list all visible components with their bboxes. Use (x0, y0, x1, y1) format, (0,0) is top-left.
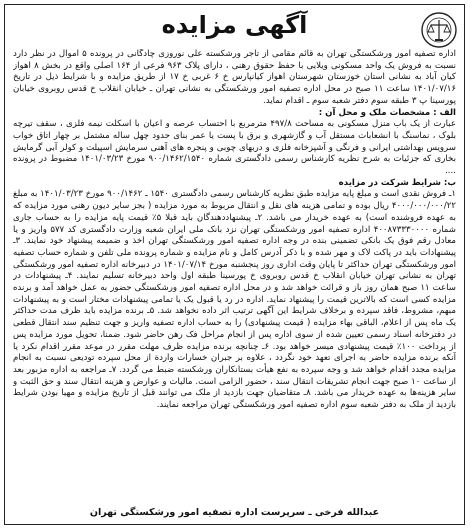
judiciary-emblem-icon (420, 11, 458, 49)
conditions-section-heading: ب: شرایط شرکت در مزایده (338, 177, 456, 188)
property-description-paragraph: عبارت از یک باب منزل مسکونی به مساحت ۴۹۷/۸ مترمربع با احتساب عرصه و اعیان با اسکلت نیمه فلزی ، سقف تیرچه بلوک ، نماسنگ با انشعابات مستقل آب و گازشهری و برق با پست یا عمر بنای حدود چهل ساله مشتمل بر چهار اتاق خواب سرویس بهداشتی ایرانی و فرنگی و آشپزخانه فلزی و دربهای چوبی و پنجره های آهنی سرمایش اسپیلت و کولر آبی گرمایش بخاری که جزئیات به شرح نظریه کارشناس رسمی دادگستری شماره ۹۰۰/۱۴۶۲/۱۵۴۰ مورخ ۱۴۰۱/۰۳/۲۳ مضبوط در پرونده .... (13, 119, 456, 177)
notice-signature: عبدالله فرخی ـ سرپرست اداره تصفیه امور ورشکستگی تهران (89, 507, 380, 518)
notice-body (13, 49, 456, 494)
conditions-paragraph: ۱ـ فروش نقدی است و مبلغ پایه مزایده طبق نظریه کارشناس رسمی دادگستری ۱۵۴۰ ـ ۹۰۰/۱۴۶۲ مورخ ۱۴۰۱/۰۳/۲۳ به مبلغ ۴۰۰۰/۰۰۰/۰۰۰/۲۲ ریال بوده و تمامی هزینه های نقل و انتقال مربوط به مورد مزایده ( بجز سایر دیون رهنی مورد مزایده که به عهده فروشنده است) به عهده خریدار می باشد. ۲ـ پیشنهاددهندگان باید قبلا ۵٪ قیمت پایه مزایده را به حساب جاری شماره ۴۰۰۸۷۳۳۳۰۰۰۰ اداره تصفیه امور ورشکستگی تهران نزد بانک ملی ایران شعبه وزارت دادگستری کد ۵۷۷ واریز و یا معادل رقم فوق یک بانکی تضمینی بنده در وجه اداره تصفیه امور ورشکستگی تهران اخذ و ضمیمه پیشنهاد خود نمایند. ۳ـ پیشنهادات باید در پاکت لاک و مهر شده و با ذکر آدرس کامل و نام مزایده و شماره پرونده ملی تلفن و شماره حساب تصفیه امور ورشکستگی تهران حداکثر تا پایان وقت اداری روز پنجشنبه مورخ ۱۴۰۱/۰۷/۱۴ در دبیرخانه اداره تصفیه امور ورشکستگی تهران به نشانی تهران خیابان انقلاب خ قدس روبروی خ پورسینا طبقه اول واحد دبیرخانه تسلیم نمایند. ۴ـ پیشنهادات در ساعت ۱۱ صبح همان روز باز و قرائت خواهد شد و در محل اداره تصفیه امور ورشکستگی حضور به عمل خواهد آمد و برنده مزایده کسی است که بالاترین قیمت را پیشنهاد نماید. اداره در رد یا قبول یک یا تمامی پیشنهادات مختار است و به پیشنهادات مبهم، مشروط، فاقد سپرده و برخلاف شرایط این آگهی ترتیب اثر داده نخواهد شد. ۵ـ برنده مزایده باید ظرف مدت حداکثر یک ماه پس از اعلام، الباقی بهاء مزایده ( قیمت پیشنهادی) را به حساب اداره تصفیه واریز و جهت تنظیم سند انتقال قطعی در دفترخانه اسناد رسمی تعیین شده از سوی اداره پس از انجام مراحل فک رهن حاضر شود. ضمنا، تحویل مورد مزایده پس از پرداخت ۱۰۰٪ قیمت پیشنهادی میسر خواهد بود. ۶ـ چنانچه برنده مزایده ظرف مهلت مقرر در موعد مقرر اقدام نکرد یا آنکه برنده مزایده حاضر به اجرای تعهد خود نگردد ، علاوه بر جبران خسارات واردة از محل سپرده تودیعی نسبت به انجام مزایده مجدد اقدام خواهد شد و وجه سپرده به نفع هیأت بستانکاران ورشکسته ضبط می گردد. ۷ـ مراجعه به اداره مزبور بعد از ساعت ۱۰ صبح جهت انجام تشریفات انتقال سند ، حضور الزامی است. مالیات و عوارض و هزینه انتقال سند و حق الثبت و سایر هزینه‌ها به عهده خریدار می باشد. ۸ـ متقاضیان جهت بازدید از ملک می توانند قبل از تاریخ مزایده و مهیا بودن شرایط بازدید از ملک به دفتر شعبه سوم اداره تصفیه امور ورشکستگی تهران مراجعه نمایند. (13, 189, 456, 411)
notice-header (5, 5, 464, 51)
notice-title: آگهی مزایده (161, 11, 308, 39)
notice-frame (4, 4, 465, 525)
property-section-heading: الف : مشخصات ملک و محل آن : (318, 107, 456, 118)
notice-intro-paragraph: اداره تصفیه امور ورشکستگی تهران به قائم مقامی از تاجر ورشکسته علی نوروزی چادگانی در پرونده ۵ اموال در نظر دارد نسبت به فروش یک واحد مسکونی ویلایی با حفظ حقوق رهنی ، دارای پلاک ۹۶۳ فرعی از ۱۶۴ اصلی واقع در بخش ۸ اهواز کیان آباد به نشانی استان خوزستان شهرستان اهواز کیانپارس خ ۶ غربی خ ۱۷ از طریق مزایده و با شرایط ذیل در تاریخ ۱۴۰۱/۰۷/۱۶ ساعت ۱۱ صبح در محل اداره تصفیه امور ورشکستگی به نشانی تهران ـ خیابان انقلاب خ قدس روبروی خیابان پورسینا پ ۳ طبقه سوم دفتر شعبه سوم ـ اقدام نماید. (13, 49, 456, 106)
